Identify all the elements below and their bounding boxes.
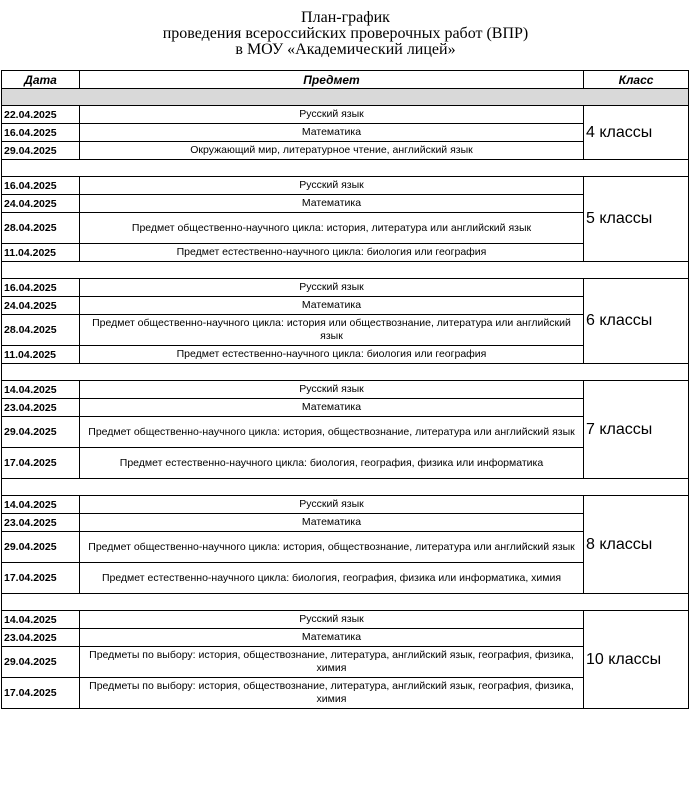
date-cell: 14.04.2025 — [2, 381, 80, 399]
date-cell: 28.04.2025 — [2, 315, 80, 346]
separator-row — [2, 160, 689, 177]
table-row — [2, 496, 689, 514]
subject-cell: Русский язык — [80, 279, 584, 297]
subject-cell: Русский язык — [80, 611, 584, 629]
subject-cell: Русский язык — [80, 496, 584, 514]
class-cell: 5 классы — [584, 177, 689, 262]
subject-cell: Предмет естественно-научного цикла: биология или география — [80, 346, 584, 364]
class-cell: 8 классы — [584, 496, 689, 594]
subject-cell: Математика — [80, 629, 584, 647]
header-subject: Предмет — [80, 71, 584, 89]
date-cell: 17.04.2025 — [2, 563, 80, 594]
date-cell: 17.04.2025 — [2, 448, 80, 479]
subject-cell: Окружающий мир, литературное чтение, английский язык — [80, 142, 584, 160]
separator-row — [2, 364, 689, 381]
separator-row — [2, 262, 689, 279]
subject-cell: Предмет естественно-научного цикла: биология, география, физика или информатика — [80, 448, 584, 479]
date-cell: 23.04.2025 — [2, 514, 80, 532]
subject-cell: Математика — [80, 195, 584, 213]
date-cell: 29.04.2025 — [2, 532, 80, 563]
date-cell: 24.04.2025 — [2, 195, 80, 213]
subject-cell: Предмет естественно-научного цикла: биология или география — [80, 244, 584, 262]
date-cell: 16.04.2025 — [2, 177, 80, 195]
schedule-table — [1, 70, 689, 709]
date-cell: 11.04.2025 — [2, 346, 80, 364]
subject-cell: Предмет общественно-научного цикла: история, литература или английский язык — [80, 213, 584, 244]
date-cell: 14.04.2025 — [2, 496, 80, 514]
subject-cell: Математика — [80, 297, 584, 315]
subject-cell: Русский язык — [80, 106, 584, 124]
date-cell: 17.04.2025 — [2, 678, 80, 709]
subject-cell: Предмет общественно-научного цикла: история, обществознание, литература или английский язык — [80, 532, 584, 563]
subject-cell: Математика — [80, 514, 584, 532]
separator-row — [2, 479, 689, 496]
table-row — [2, 611, 689, 629]
class-cell: 7 классы — [584, 381, 689, 479]
table-row — [2, 381, 689, 399]
date-cell: 24.04.2025 — [2, 297, 80, 315]
table-row — [2, 177, 689, 195]
subject-cell: Русский язык — [80, 177, 584, 195]
document-title — [0, 0, 691, 58]
table-row — [2, 279, 689, 297]
header-class: Класс — [584, 71, 689, 89]
title-line-2: проведения всероссийских проверочных работ (ВПР) — [162, 25, 529, 42]
header-date: Дата — [2, 71, 80, 89]
class-cell: 4 классы — [584, 106, 689, 160]
subject-cell: Математика — [80, 124, 584, 142]
subject-cell: Предмет естественно-научного цикла: биология, география, физика или информатика, химия — [80, 563, 584, 594]
table-row — [2, 106, 689, 124]
date-cell: 23.04.2025 — [2, 399, 80, 417]
date-cell: 22.04.2025 — [2, 106, 80, 124]
subject-cell: Предмет общественно-научного цикла: история или обществознание, литература или английский язык — [80, 315, 584, 346]
title-line-1: План-график — [301, 9, 390, 26]
class-cell: 10 классы — [584, 611, 689, 709]
date-cell: 16.04.2025 — [2, 279, 80, 297]
subject-cell: Предметы по выбору: история, обществознание, литература, английский язык, география, физика, химия — [80, 647, 584, 678]
date-cell: 14.04.2025 — [2, 611, 80, 629]
separator-row — [2, 594, 689, 611]
date-cell: 23.04.2025 — [2, 629, 80, 647]
class-cell: 6 классы — [584, 279, 689, 364]
date-cell: 28.04.2025 — [2, 213, 80, 244]
date-cell: 29.04.2025 — [2, 417, 80, 448]
subject-cell: Предметы по выбору: история, обществознание, литература, английский язык, география, физика, химия — [80, 678, 584, 709]
date-cell: 16.04.2025 — [2, 124, 80, 142]
date-cell: 29.04.2025 — [2, 647, 80, 678]
separator-row — [2, 89, 689, 106]
date-cell: 11.04.2025 — [2, 244, 80, 262]
subject-cell: Предмет общественно-научного цикла: история, обществознание, литература или английский язык — [80, 417, 584, 448]
subject-cell: Русский язык — [80, 381, 584, 399]
title-line-3: в МОУ «Академический лицей» — [235, 41, 456, 58]
date-cell: 29.04.2025 — [2, 142, 80, 160]
subject-cell: Математика — [80, 399, 584, 417]
